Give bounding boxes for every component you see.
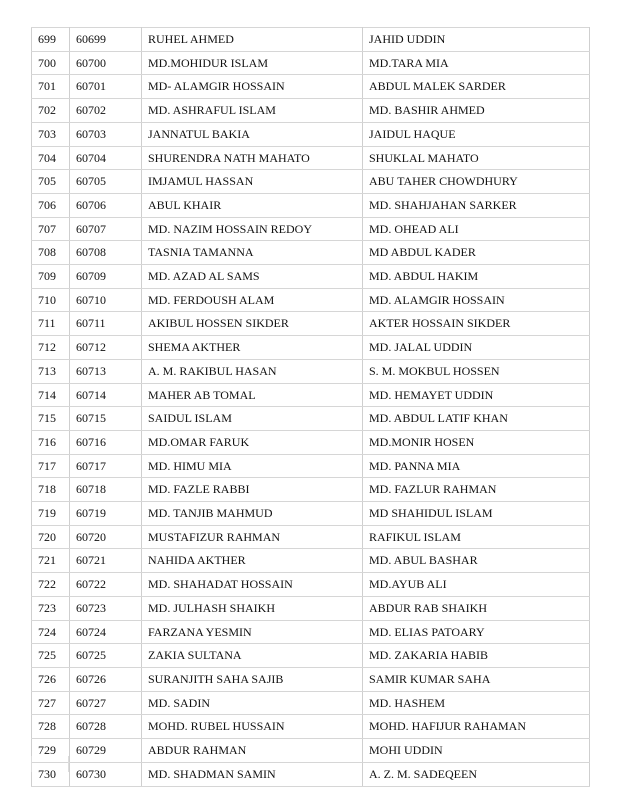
roll-number-cell: 60727	[70, 691, 142, 715]
roll-number-cell: 60705	[70, 170, 142, 194]
roll-number-cell: 60708	[70, 241, 142, 265]
roll-number-cell: 60720	[70, 525, 142, 549]
table-row	[32, 478, 590, 502]
serial-number-cell: 703	[32, 122, 70, 146]
roll-number-cell: 60725	[70, 644, 142, 668]
father-name-cell: AKTER HOSSAIN SIKDER	[363, 312, 590, 336]
table-row	[32, 336, 590, 360]
roll-number-cell: 60702	[70, 99, 142, 123]
roll-number-cell: 60730	[70, 762, 142, 786]
table-row	[32, 454, 590, 478]
candidate-name-cell: ABUL KHAIR	[142, 193, 363, 217]
table-continuation-lines	[31, 756, 589, 772]
serial-number-cell: 709	[32, 265, 70, 289]
candidate-name-cell: FARZANA YESMIN	[142, 620, 363, 644]
candidate-name-cell: MUSTAFIZUR RAHMAN	[142, 525, 363, 549]
candidate-name-cell: MD. SHAHADAT HOSSAIN	[142, 573, 363, 597]
table-row	[32, 549, 590, 573]
father-name-cell: MD. ABUL BASHAR	[363, 549, 590, 573]
serial-number-cell: 730	[32, 762, 70, 786]
table-row	[32, 667, 590, 691]
father-name-cell: ABU TAHER CHOWDHURY	[363, 170, 590, 194]
table-row	[32, 28, 590, 52]
candidate-name-cell: JANNATUL BAKIA	[142, 122, 363, 146]
candidate-name-cell: MAHER AB TOMAL	[142, 383, 363, 407]
father-name-cell: MOHD. HAFIJUR RAHAMAN	[363, 715, 590, 739]
roll-number-cell: 60712	[70, 336, 142, 360]
table-row	[32, 241, 590, 265]
father-name-cell: MD. ELIAS PATOARY	[363, 620, 590, 644]
serial-number-cell: 728	[32, 715, 70, 739]
serial-number-cell: 721	[32, 549, 70, 573]
father-name-cell: MD. ZAKARIA HABIB	[363, 644, 590, 668]
father-name-cell: MD. BASHIR AHMED	[363, 99, 590, 123]
table-row	[32, 265, 590, 289]
candidate-table-body	[32, 28, 590, 787]
roll-number-cell: 60718	[70, 478, 142, 502]
table-row	[32, 146, 590, 170]
table-row	[32, 359, 590, 383]
table-row	[32, 620, 590, 644]
father-name-cell: JAIDUL HAQUE	[363, 122, 590, 146]
table-row	[32, 217, 590, 241]
candidate-name-cell: MD. SADIN	[142, 691, 363, 715]
serial-number-cell: 702	[32, 99, 70, 123]
candidate-name-cell: MD.MOHIDUR ISLAM	[142, 51, 363, 75]
roll-number-cell: 60709	[70, 265, 142, 289]
table-row	[32, 430, 590, 454]
table-row	[32, 407, 590, 431]
roll-number-cell: 60724	[70, 620, 142, 644]
serial-number-cell: 704	[32, 146, 70, 170]
table-row	[32, 644, 590, 668]
serial-number-cell: 710	[32, 288, 70, 312]
father-name-cell: MD.AYUB ALI	[363, 573, 590, 597]
father-name-cell: ABDUR RAB SHAIKH	[363, 596, 590, 620]
table-row	[32, 525, 590, 549]
roll-number-cell: 60728	[70, 715, 142, 739]
candidate-name-cell: MD. JULHASH SHAIKH	[142, 596, 363, 620]
father-name-cell: MD.MONIR HOSEN	[363, 430, 590, 454]
candidate-name-cell: MOHD. RUBEL HUSSAIN	[142, 715, 363, 739]
serial-number-cell: 716	[32, 430, 70, 454]
candidate-name-cell: SHEMA AKTHER	[142, 336, 363, 360]
candidate-name-cell: MD. NAZIM HOSSAIN REDOY	[142, 217, 363, 241]
roll-number-cell: 60704	[70, 146, 142, 170]
candidate-name-cell: MD- ALAMGIR HOSSAIN	[142, 75, 363, 99]
roll-number-cell: 60711	[70, 312, 142, 336]
father-name-cell: RAFIKUL ISLAM	[363, 525, 590, 549]
roll-number-cell: 60701	[70, 75, 142, 99]
serial-number-cell: 699	[32, 28, 70, 52]
serial-number-cell: 713	[32, 359, 70, 383]
serial-number-cell: 727	[32, 691, 70, 715]
table-row	[32, 122, 590, 146]
candidate-name-cell: ABDUR RAHMAN	[142, 739, 363, 763]
candidate-name-cell: ZAKIA SULTANA	[142, 644, 363, 668]
father-name-cell: MD. HEMAYET UDDIN	[363, 383, 590, 407]
serial-number-cell: 718	[32, 478, 70, 502]
candidate-name-cell: MD. ASHRAFUL ISLAM	[142, 99, 363, 123]
father-name-cell: MD. FAZLUR RAHMAN	[363, 478, 590, 502]
table-row	[32, 312, 590, 336]
candidate-name-cell: IMJAMUL HASSAN	[142, 170, 363, 194]
candidate-name-cell: MD. HIMU MIA	[142, 454, 363, 478]
serial-number-cell: 712	[32, 336, 70, 360]
serial-number-cell: 719	[32, 502, 70, 526]
father-name-cell: JAHID UDDIN	[363, 28, 590, 52]
father-name-cell: MD. ABDUL HAKIM	[363, 265, 590, 289]
candidate-name-cell: MD. FAZLE RABBI	[142, 478, 363, 502]
father-name-cell: SAMIR KUMAR SAHA	[363, 667, 590, 691]
roll-number-cell: 60719	[70, 502, 142, 526]
table-row	[32, 99, 590, 123]
candidate-name-cell: RUHEL AHMED	[142, 28, 363, 52]
father-name-cell: MOHI UDDIN	[363, 739, 590, 763]
father-name-cell: MD. SHAHJAHAN SARKER	[363, 193, 590, 217]
candidate-name-cell: MD.OMAR FARUK	[142, 430, 363, 454]
father-name-cell: ABDUL MALEK SARDER	[363, 75, 590, 99]
serial-number-cell: 715	[32, 407, 70, 431]
roll-number-cell: 60707	[70, 217, 142, 241]
serial-number-cell: 714	[32, 383, 70, 407]
father-name-cell: MD.TARA MIA	[363, 51, 590, 75]
roll-number-cell: 60706	[70, 193, 142, 217]
roll-number-cell: 60729	[70, 739, 142, 763]
roll-number-cell: 60721	[70, 549, 142, 573]
serial-number-cell: 717	[32, 454, 70, 478]
father-name-cell: SHUKLAL MAHATO	[363, 146, 590, 170]
candidate-name-cell: MD. SHADMAN SAMIN	[142, 762, 363, 786]
serial-number-cell: 729	[32, 739, 70, 763]
father-name-cell: MD ABDUL KADER	[363, 241, 590, 265]
candidate-name-cell: SURANJITH SAHA SAJIB	[142, 667, 363, 691]
serial-number-cell: 708	[32, 241, 70, 265]
father-name-cell: MD. JALAL UDDIN	[363, 336, 590, 360]
father-name-cell: MD. PANNA MIA	[363, 454, 590, 478]
candidate-name-cell: SAIDUL ISLAM	[142, 407, 363, 431]
father-name-cell: MD. OHEAD ALI	[363, 217, 590, 241]
serial-number-cell: 707	[32, 217, 70, 241]
roll-number-cell: 60700	[70, 51, 142, 75]
father-name-cell: MD SHAHIDUL ISLAM	[363, 502, 590, 526]
roll-number-cell: 60722	[70, 573, 142, 597]
roll-number-cell: 60717	[70, 454, 142, 478]
serial-number-cell: 706	[32, 193, 70, 217]
table-row	[32, 715, 590, 739]
table-row	[32, 502, 590, 526]
candidate-name-cell: TASNIA TAMANNA	[142, 241, 363, 265]
serial-number-cell: 720	[32, 525, 70, 549]
roll-number-cell: 60714	[70, 383, 142, 407]
father-name-cell: MD. ALAMGIR HOSSAIN	[363, 288, 590, 312]
table-row	[32, 691, 590, 715]
serial-number-cell: 701	[32, 75, 70, 99]
candidate-name-cell: SHURENDRA NATH MAHATO	[142, 146, 363, 170]
table-row	[32, 193, 590, 217]
serial-number-cell: 725	[32, 644, 70, 668]
roll-number-cell: 60726	[70, 667, 142, 691]
table-row	[32, 596, 590, 620]
father-name-cell: MD. HASHEM	[363, 691, 590, 715]
roll-number-cell: 60699	[70, 28, 142, 52]
roll-number-cell: 60710	[70, 288, 142, 312]
serial-number-cell: 724	[32, 620, 70, 644]
father-name-cell: MD. ABDUL LATIF KHAN	[363, 407, 590, 431]
serial-number-cell: 711	[32, 312, 70, 336]
table-row	[32, 288, 590, 312]
roll-number-cell: 60716	[70, 430, 142, 454]
candidate-name-cell: MD. AZAD AL SAMS	[142, 265, 363, 289]
serial-number-cell: 726	[32, 667, 70, 691]
roll-number-cell: 60713	[70, 359, 142, 383]
serial-number-cell: 700	[32, 51, 70, 75]
table-row	[32, 170, 590, 194]
candidate-name-cell: MD. FERDOUSH ALAM	[142, 288, 363, 312]
table-row	[32, 383, 590, 407]
roll-number-cell: 60703	[70, 122, 142, 146]
father-name-cell: S. M. MOKBUL HOSSEN	[363, 359, 590, 383]
candidate-name-cell: AKIBUL HOSSEN SIKDER	[142, 312, 363, 336]
candidate-table	[31, 27, 590, 787]
serial-number-cell: 722	[32, 573, 70, 597]
candidate-name-cell: MD. TANJIB MAHMUD	[142, 502, 363, 526]
father-name-cell: A. Z. M. SADEQEEN	[363, 762, 590, 786]
table-row	[32, 75, 590, 99]
table-row	[32, 51, 590, 75]
serial-number-cell: 705	[32, 170, 70, 194]
table-row	[32, 573, 590, 597]
candidate-name-cell: A. M. RAKIBUL HASAN	[142, 359, 363, 383]
serial-number-cell: 723	[32, 596, 70, 620]
roll-number-cell: 60723	[70, 596, 142, 620]
candidate-name-cell: NAHIDA AKTHER	[142, 549, 363, 573]
roll-number-cell: 60715	[70, 407, 142, 431]
